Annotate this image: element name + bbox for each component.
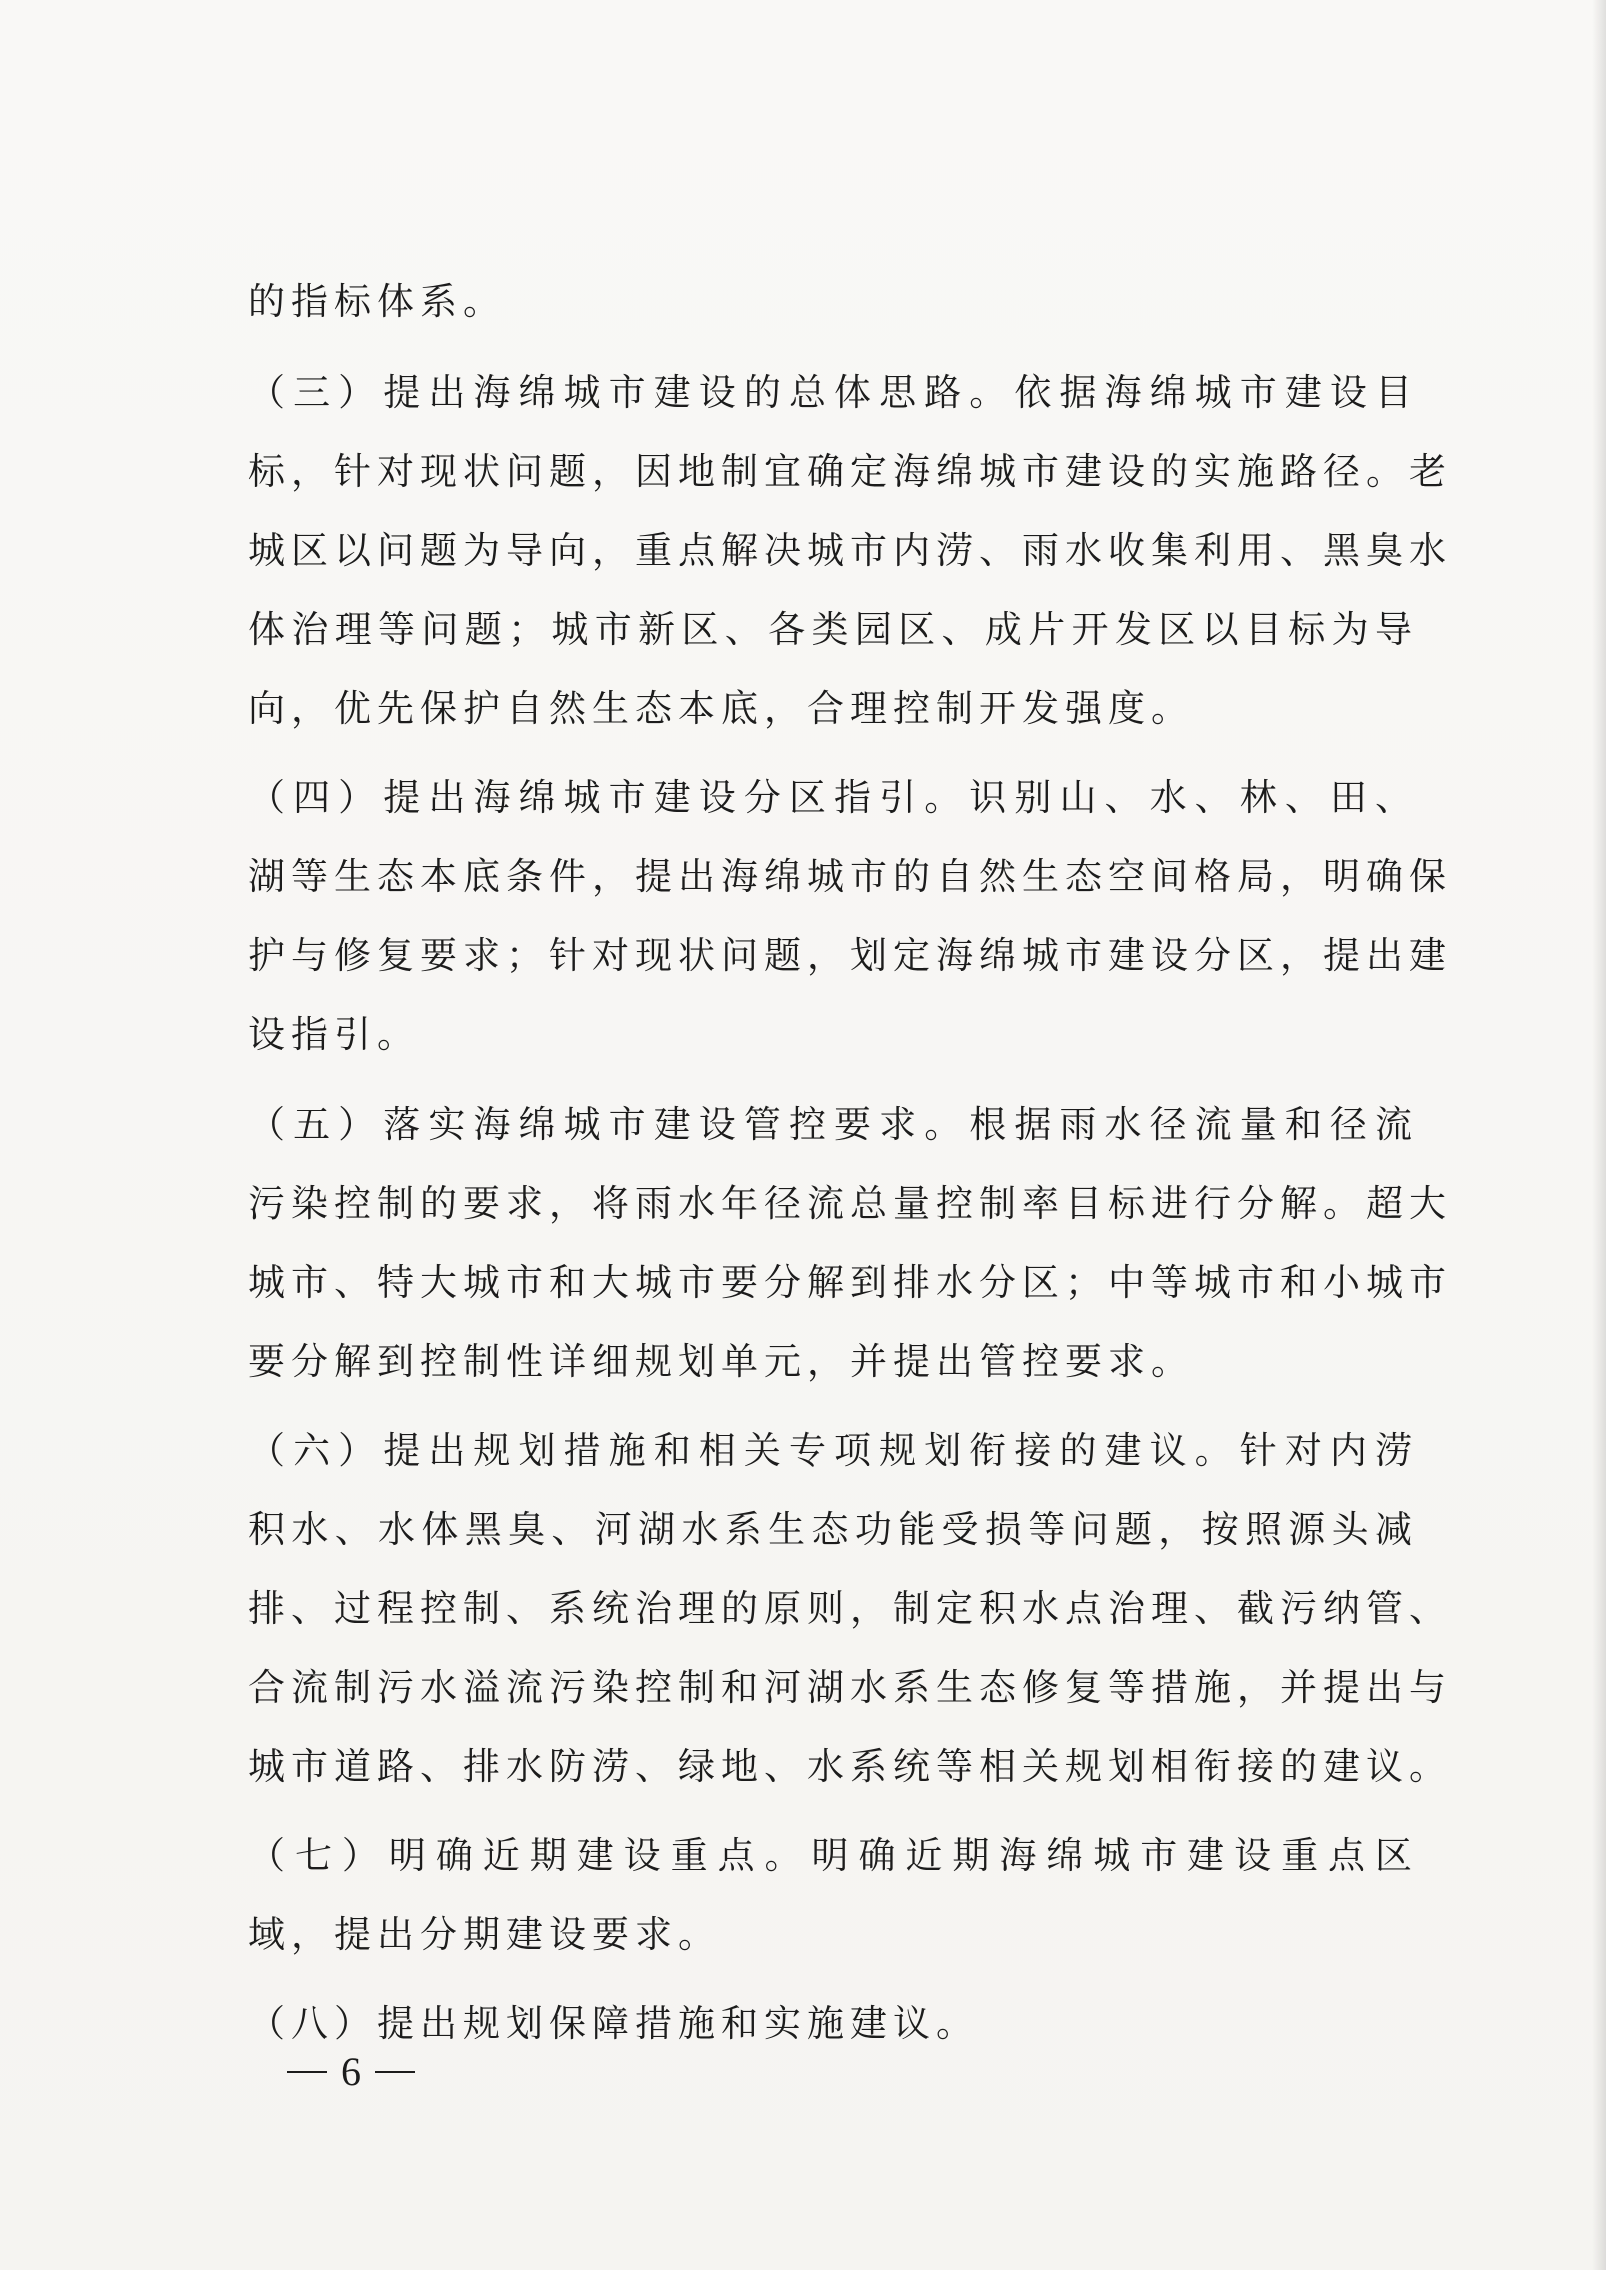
text-line: 城市道路、排水防涝、绿地、水系统等相关规划相衔接的建议。 (248, 1745, 1452, 1788)
text-line: 域，提出分期建设要求。 (248, 1913, 721, 1956)
text-line: （三）提出海绵城市建设的总体思路。依据海绵城市建设目 (248, 371, 1418, 414)
text-line: 污染控制的要求，将雨水年径流总量控制率目标进行分解。超大 (248, 1182, 1452, 1225)
text-line: （六）提出规划措施和相关专项规划衔接的建议。针对内涝 (248, 1429, 1418, 1472)
footer-dash-right (375, 2071, 415, 2073)
text-line: （七）明确近期建设重点。明确近期海绵城市建设重点区 (248, 1834, 1418, 1877)
text-line: 排、过程控制、系统治理的原则，制定积水点治理、截污纳管、 (248, 1587, 1452, 1630)
text-line: 城市、特大城市和大城市要分解到排水分区；中等城市和小城市 (248, 1261, 1452, 1304)
text-line: 护与修复要求；针对现状问题，划定海绵城市建设分区，提出建 (248, 934, 1452, 977)
text-line: 标，针对现状问题，因地制宜确定海绵城市建设的实施路径。老 (248, 450, 1452, 493)
text-line: 合流制污水溢流污染控制和河湖水系生态修复等措施，并提出与 (248, 1666, 1452, 1709)
page-edge-shadow (1592, 0, 1606, 2270)
text-line: 向，优先保护自然生态本底，合理控制开发强度。 (248, 687, 1194, 730)
page-number: 6 (341, 2048, 361, 2094)
text-line: 湖等生态本底条件，提出海绵城市的自然生态空间格局，明确保 (248, 855, 1452, 898)
text-line: 的指标体系。 (248, 280, 506, 323)
text-line: （四）提出海绵城市建设分区指引。识别山、水、林、田、 (248, 776, 1418, 819)
text-line: （五）落实海绵城市建设管控要求。根据雨水径流量和径流 (248, 1103, 1418, 1146)
text-line: 积水、水体黑臭、河湖水系生态功能受损等问题，按照源头减 (248, 1508, 1418, 1551)
text-line: 要分解到控制性详细规划单元，并提出管控要求。 (248, 1340, 1194, 1383)
footer-dash-left (287, 2071, 327, 2073)
text-line: 体治理等问题；城市新区、各类园区、成片开发区以目标为导 (248, 608, 1418, 651)
text-line: （八）提出规划保障措施和实施建议。 (248, 2002, 979, 2045)
text-line: 设指引。 (248, 1013, 420, 1056)
page-number-footer (287, 2040, 415, 2096)
text-line: 城区以问题为导向，重点解决城市内涝、雨水收集利用、黑臭水 (248, 529, 1452, 572)
